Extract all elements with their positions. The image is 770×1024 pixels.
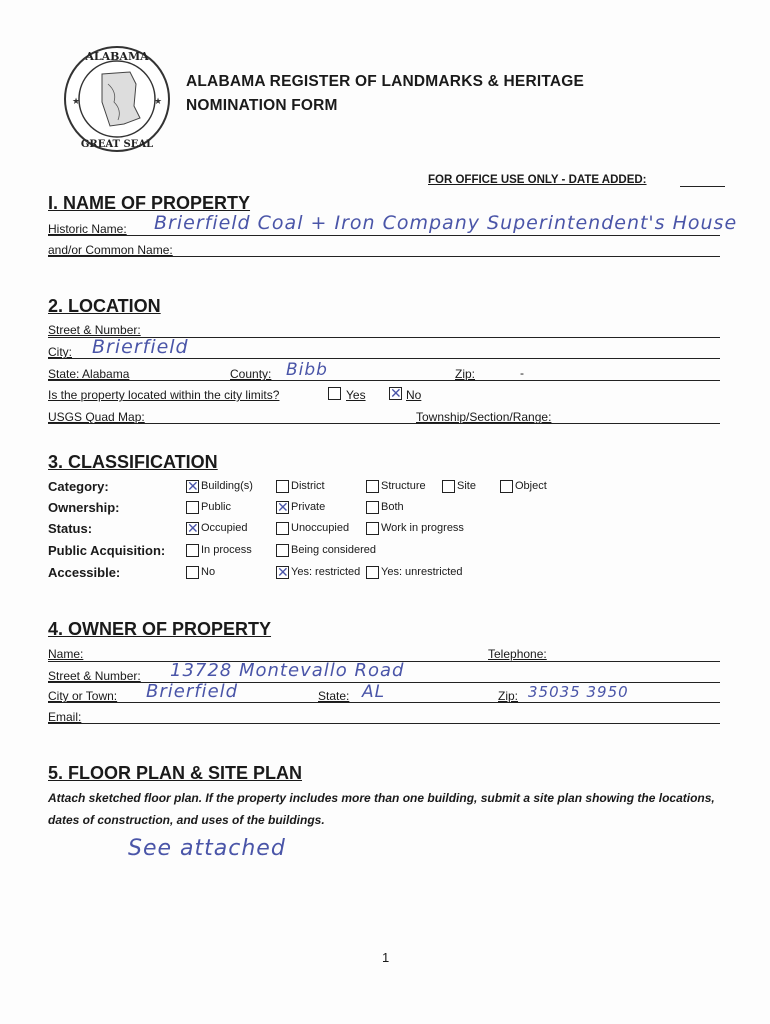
owner-state-label: State:	[318, 689, 350, 703]
classification-option-label: Being considered	[291, 544, 377, 556]
check-mark-icon: ✕	[187, 520, 199, 536]
city-limits-yes-checkbox[interactable]	[328, 387, 341, 400]
owner-street-value: 13728 Montevallo Road	[170, 660, 405, 681]
classification-option-label: Occupied	[201, 522, 248, 534]
city-limits-no-label: No	[406, 388, 422, 402]
state-label: State: Alabama	[48, 367, 130, 381]
usgs-quad-map-label: USGS Quad Map:	[48, 410, 145, 424]
svg-text:ALABAMA: ALABAMA	[85, 50, 149, 63]
section-2-heading: 2. LOCATION	[48, 296, 161, 316]
classification-option-label: No	[201, 566, 216, 578]
city-limits-no-checkbox[interactable]	[389, 387, 402, 400]
classification-row-label: Category:	[48, 479, 109, 494]
telephone-label: Telephone:	[488, 647, 547, 661]
city-label: City:	[48, 345, 72, 359]
classification-checkbox[interactable]	[366, 501, 379, 514]
check-mark-icon: ✕	[390, 385, 402, 401]
classification-checkbox[interactable]	[276, 480, 289, 493]
section-1-heading: I. NAME OF PROPERTY	[48, 193, 251, 213]
classification-option-label: In process	[201, 544, 252, 556]
classification-option-label: Both	[381, 501, 404, 513]
owner-city-value: Brierfield	[146, 681, 239, 702]
floor-plan-handwritten-note: See attached	[128, 836, 286, 861]
office-use-date-field[interactable]	[680, 186, 725, 187]
owner-email-field[interactable]	[48, 723, 720, 724]
classification-option-label: Yes: unrestricted	[381, 566, 463, 578]
check-mark-icon: ✕	[277, 499, 289, 515]
classification-checkbox[interactable]	[276, 544, 289, 557]
historic-name-value: Brierfield Coal + Iron Company Superintendent's House	[154, 212, 738, 234]
historic-name-label: Historic Name:	[48, 222, 127, 236]
classification-checkbox[interactable]	[186, 544, 199, 557]
classification-option-label: Building(s)	[201, 480, 253, 492]
classification-option-label: Private	[291, 501, 326, 513]
historic-name-field[interactable]	[48, 235, 720, 236]
classification-option-label: Object	[515, 480, 547, 492]
check-mark-icon: ✕	[187, 478, 199, 494]
classification-row-label: Accessible:	[48, 565, 121, 580]
street-number-label: Street & Number:	[48, 323, 141, 337]
owner-city-state-zip-field[interactable]	[48, 702, 720, 703]
city-limits-question: Is the property located within the city limits?	[48, 388, 280, 402]
common-name-label: and/or Common Name:	[48, 243, 173, 257]
owner-email-label: Email:	[48, 710, 82, 724]
classification-option-label: Site	[457, 480, 476, 492]
common-name-field[interactable]	[48, 256, 720, 257]
classification-row-label: Ownership:	[48, 500, 120, 515]
classification-checkbox[interactable]	[366, 566, 379, 579]
classification-option-label: Public	[201, 501, 231, 513]
county-value: Bibb	[286, 360, 328, 380]
owner-zip-label: Zip:	[498, 689, 519, 703]
classification-checkbox[interactable]	[366, 480, 379, 493]
classification-row-label: Public Acquisition:	[48, 543, 166, 558]
classification-checkbox[interactable]	[186, 480, 199, 493]
classification-checkbox[interactable]	[276, 522, 289, 535]
classification-checkbox[interactable]	[366, 522, 379, 535]
city-limits-yes-label: Yes	[346, 388, 366, 402]
form-title	[186, 70, 584, 118]
usgs-township-field[interactable]	[48, 423, 720, 424]
zip-label: Zip:	[455, 367, 476, 381]
classification-checkbox[interactable]	[500, 480, 513, 493]
svg-text:★: ★	[72, 96, 81, 106]
classification-option-label: Structure	[381, 480, 426, 492]
section-3-heading: 3. CLASSIFICATION	[48, 452, 218, 472]
township-label: Township/Section/Range:	[416, 410, 552, 424]
state-county-zip-field[interactable]	[48, 380, 720, 381]
svg-text:GREAT SEAL: GREAT SEAL	[80, 139, 154, 150]
section-5-heading: 5. FLOOR PLAN & SITE PLAN	[48, 763, 303, 783]
owner-name-label: Name:	[48, 647, 84, 661]
classification-checkbox[interactable]	[276, 566, 289, 579]
form-title-line1: ALABAMA REGISTER OF LANDMARKS & HERITAGE	[186, 73, 585, 90]
owner-state-value: AL	[362, 682, 386, 702]
city-value: Brierfield	[92, 336, 189, 358]
form-title-line2: NOMINATION FORM	[186, 97, 338, 114]
zip-value: -	[520, 366, 524, 380]
classification-checkbox[interactable]	[442, 480, 455, 493]
alabama-great-seal	[62, 44, 172, 154]
classification-checkbox[interactable]	[186, 522, 199, 535]
owner-street-label: Street & Number:	[48, 669, 141, 683]
office-use-label: FOR OFFICE USE ONLY - DATE ADDED:	[428, 174, 647, 186]
classification-checkbox[interactable]	[276, 501, 289, 514]
classification-checkbox[interactable]	[186, 566, 199, 579]
page-number: 1	[382, 950, 390, 965]
section-4-heading: 4. OWNER OF PROPERTY	[48, 619, 272, 639]
floor-plan-instructions: Attach sketched floor plan. If the property includes more than one building, submit a site plan showing the locations, dates of construction, and uses of the buildings.	[48, 791, 715, 827]
owner-zip-value: 35035 3950	[528, 683, 629, 701]
classification-option-label: Work in progress	[381, 522, 464, 534]
classification-checkbox[interactable]	[186, 501, 199, 514]
svg-text:★: ★	[154, 96, 163, 106]
classification-option-label: Yes: restricted	[291, 566, 361, 578]
check-mark-icon: ✕	[277, 564, 289, 580]
county-label: County:	[230, 367, 272, 381]
classification-option-label: District	[291, 480, 325, 492]
owner-city-label: City or Town:	[48, 689, 118, 703]
city-field[interactable]	[48, 358, 720, 359]
classification-row-label: Status:	[48, 521, 93, 536]
classification-option-label: Unoccupied	[291, 522, 350, 534]
